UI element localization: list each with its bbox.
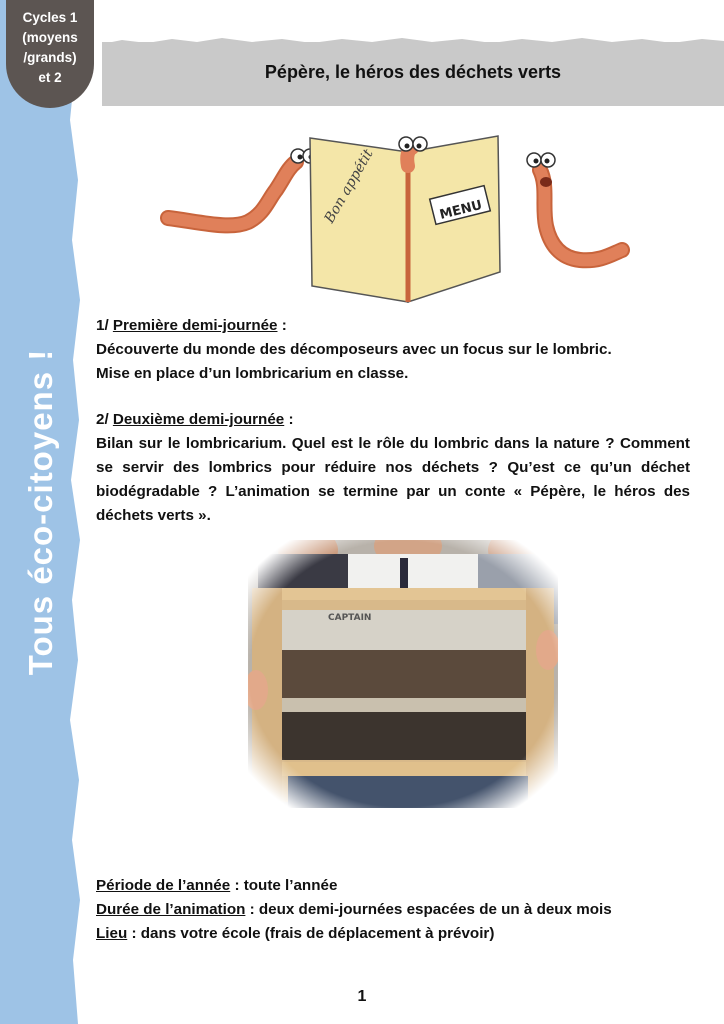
- section-2-paragraph: Bilan sur le lombricarium. Quel est le rôle du lombric dans la nature ? Comment se servir des lombrics pour réduire nos déchets ? Qu’est ce qu’un déchet biodégradable ? L’animation se termine par un conte « Pépère, le héros des déchets verts ».: [96, 435, 690, 524]
- section-1-line: Découverte du monde des décomposeurs avec un focus sur le lombric.: [96, 341, 612, 358]
- header-bar: [102, 42, 724, 106]
- page-number: 1: [357, 988, 367, 1005]
- section-1-colon: :: [277, 317, 287, 334]
- cycle-badge: [6, 0, 94, 108]
- section-1-title: Première demi-journée: [112, 317, 278, 334]
- section-2-colon: :: [284, 411, 294, 428]
- info-period: [96, 874, 690, 898]
- cycle-line: Cycles 1: [22, 10, 78, 25]
- cycle-line: (moyens: [22, 30, 78, 45]
- section-1: [96, 314, 690, 386]
- info-place-label: Lieu: [96, 925, 128, 942]
- info-duration-value: : deux demi-journées espacées de un à deux mois: [245, 901, 612, 918]
- cycle-line: /grands): [23, 50, 77, 65]
- info-period-value: : toute l’année: [230, 877, 338, 894]
- side-band: [0, 0, 84, 1024]
- book-menu-text: MENU: [438, 197, 484, 223]
- wormery-photo: [248, 540, 558, 808]
- section-2-heading: [96, 408, 690, 432]
- section-1-line: Mise en place d’un lombricarium en classe.: [96, 365, 409, 382]
- section-2-number: 2/: [96, 411, 113, 428]
- section-2-title: Deuxième demi-journée: [112, 411, 285, 428]
- section-1-number: 1/: [96, 317, 113, 334]
- cycle-line: et 2: [38, 70, 62, 85]
- info-block: [96, 874, 690, 946]
- book-left-text: Bon appétit: [321, 146, 377, 226]
- info-place: [96, 922, 690, 946]
- section-1-heading: [96, 314, 690, 338]
- info-period-label: Période de l’année: [96, 877, 231, 894]
- page-title: Pépère, le héros des déchets verts: [264, 62, 562, 82]
- info-duration-label: Durée de l’animation: [96, 901, 246, 918]
- header-rough-edge: [102, 36, 724, 46]
- worms-reading-menu-illustration: [160, 126, 630, 304]
- vertical-title: Tous éco-citoyens !: [22, 348, 59, 676]
- info-place-value: : dans votre école (frais de déplacement à prévoir): [127, 925, 495, 942]
- section-2: [96, 408, 690, 528]
- info-duration: [96, 898, 690, 922]
- wormery-photo-image: [248, 540, 558, 808]
